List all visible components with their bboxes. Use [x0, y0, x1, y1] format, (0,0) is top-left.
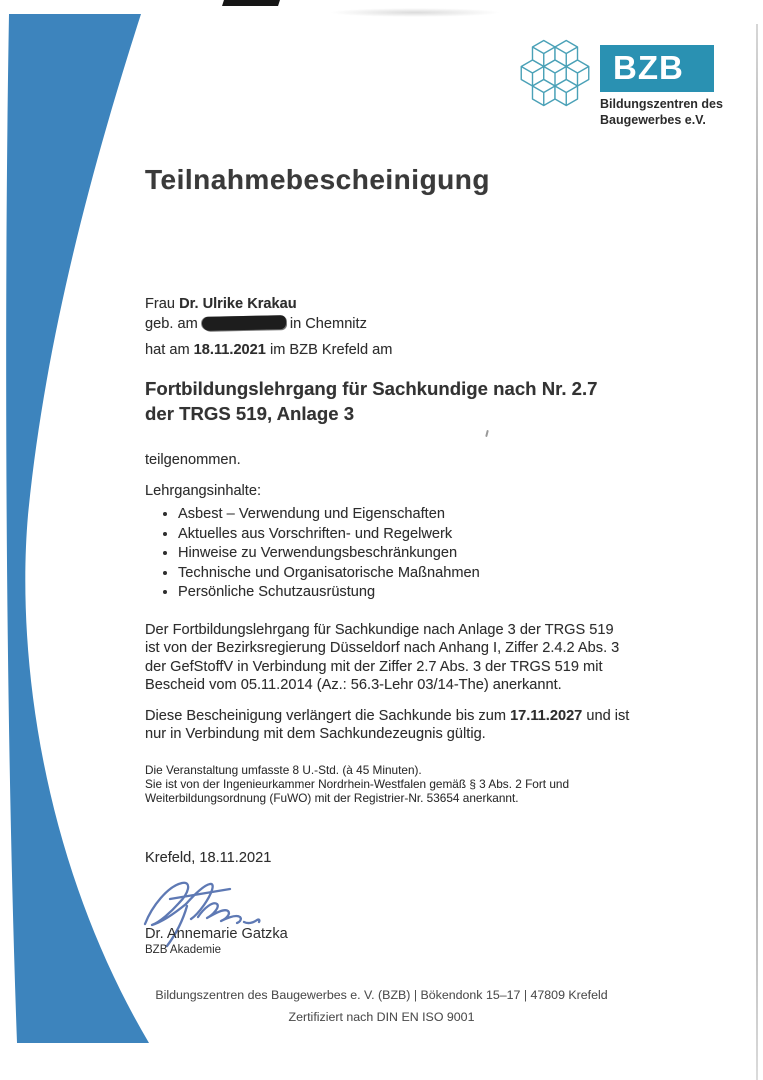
logo-org-line2: Baugewerbes e.V.: [600, 112, 706, 127]
signer-org: BZB Akademie: [145, 944, 222, 956]
scan-smudge: [330, 8, 500, 17]
fine-print-line: Die Veranstaltung umfasste 8 U.-Std. (à 45 Minuten).: [145, 763, 422, 777]
signer-block: [145, 925, 288, 957]
redacted-birthdate-mark: [202, 315, 286, 331]
validity-post: und ist: [582, 708, 630, 724]
footer-address-line: Bildungszentren des Baugewerbes e. V. (BZB) | Bökendonk 15–17 | 47809 Krefeld: [155, 988, 608, 1002]
birth-line: [145, 314, 367, 334]
course-contents-list: [145, 505, 480, 603]
course-contents-label: Lehrgangsinhalte:: [145, 483, 262, 499]
recognition-line: Der Fortbildungslehrgang für Sachkundige nach Anlage 3 der TRGS 519: [145, 622, 614, 638]
fine-print-line: Sie ist von der Ingenieurkammer Nordrhein-Westfalen gemäß § 3 Abs. 2 Fort und: [145, 776, 570, 791]
list-item: • Persönliche Schutzausrüstung: [178, 583, 480, 603]
event-suffix: im BZB Krefeld am: [265, 342, 393, 358]
signer-name: Dr. Annemarie Gatzka: [145, 926, 288, 942]
course-title-line2: der TRGS 519, Anlage 3: [145, 402, 355, 424]
fine-print: [145, 764, 569, 805]
fine-print-line: Weiterbildungsordnung (FuWO) mit der Registrier-Nr. 53654 anerkannt.: [145, 790, 519, 805]
participation-text: teilgenommen.: [145, 452, 241, 468]
list-item: • Hinweise zu Verwendungsbeschränkungen: [178, 544, 480, 564]
list-item: • Asbest – Verwendung und Eigenschaften: [178, 505, 480, 525]
salutation: Frau: [145, 296, 180, 312]
bzb-logo-acronym: BZB: [613, 49, 684, 86]
page-title: Teilnahmebescheinigung: [145, 164, 490, 195]
recipient-name: Dr. Ulrike Krakau: [179, 296, 297, 312]
footer-certification-line: Zertifiziert nach DIN EN ISO 9001: [288, 1009, 475, 1024]
birth-prefix: geb. am: [145, 316, 202, 332]
bzb-logo-box: [600, 45, 714, 92]
recognition-line: Bescheid vom 05.11.2014 (Az.: 56.3-Lehr 03/14-The) anerkannt.: [145, 676, 562, 693]
footer: [0, 985, 763, 1028]
validity-line1: [145, 707, 629, 725]
validity-date: 17.11.2027: [510, 708, 583, 724]
validity-line2: nur in Verbindung mit dem Sachkundezeugnis gültig.: [145, 726, 486, 743]
recipient-block: [145, 294, 367, 334]
scan-artifact-top-mark: [222, 0, 280, 6]
event-line: [145, 340, 392, 360]
validity-paragraph: [145, 707, 629, 744]
list-item: • Technische und Organisatorische Maßnahmen: [178, 564, 480, 584]
logo-org-line1: Bildungszentren des: [600, 97, 723, 111]
event-prefix: hat am: [145, 342, 194, 358]
validity-pre: Diese Bescheinigung verlängert die Sachkunde bis zum: [145, 708, 511, 724]
recipient-name-line: [145, 294, 367, 314]
place-date: Krefeld, 18.11.2021: [145, 850, 272, 866]
scan-edge-line: [756, 24, 758, 1080]
bzb-hexagon-cubes-logo: [518, 38, 592, 108]
recognition-line: der GefStoffV in Verbindung mit der Ziffer 2.7 Abs. 3 der TRGS 519 mit: [145, 658, 603, 675]
birth-suffix: in Chemnitz: [285, 316, 367, 332]
logo-org-name: [600, 97, 723, 128]
course-title: [145, 377, 598, 426]
event-date: 18.11.2021: [193, 342, 266, 358]
recognition-paragraph: [145, 621, 619, 694]
list-item: • Aktuelles aus Vorschriften- und Regelwerk: [178, 525, 480, 545]
recognition-line: ist von der Bezirksregierung Düsseldorf nach Anhang I, Ziffer 2.4.2 Abs. 3: [145, 640, 620, 657]
course-title-line1: Fortbildungslehrgang für Sachkundige nach Nr. 2.7: [145, 378, 598, 399]
